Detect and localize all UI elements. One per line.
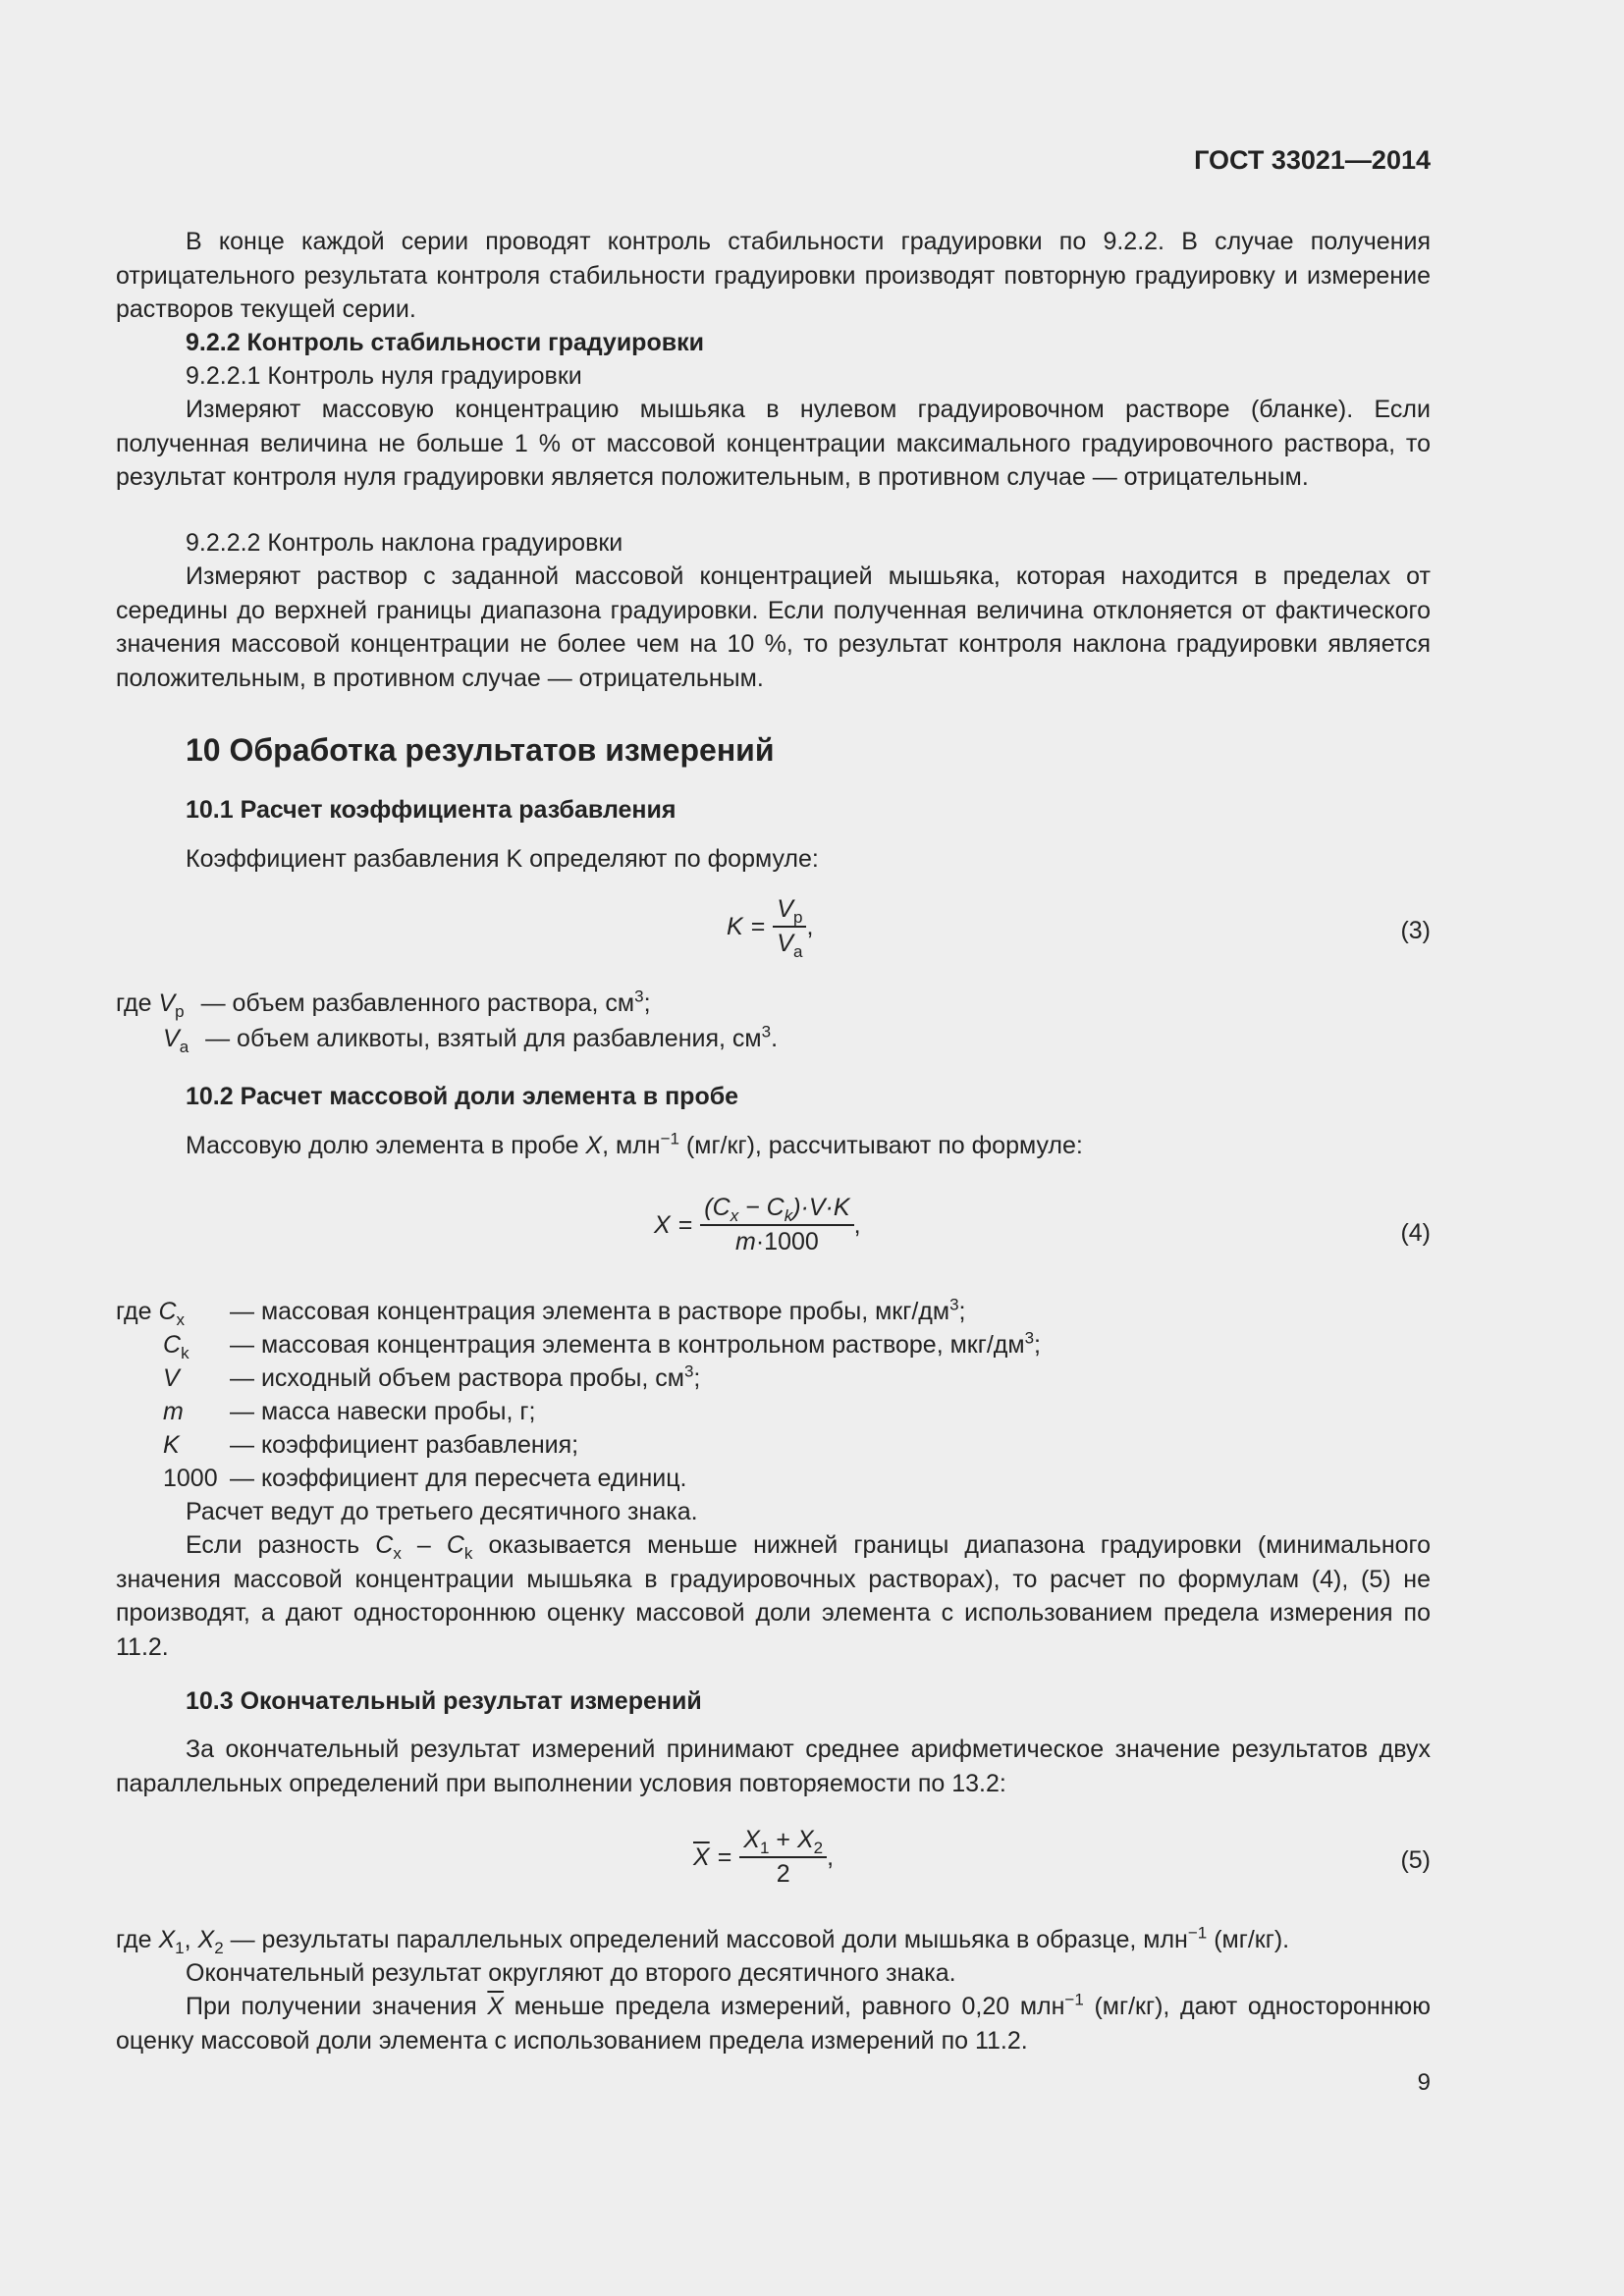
equation-4-number: (4) bbox=[1400, 1219, 1431, 1247]
eq5-equals: = bbox=[717, 1842, 732, 1871]
text: Если разность bbox=[186, 1531, 376, 1559]
paragraph-series-control: В конце каждой серии проводят контроль стабильности градуировки по 9.2.2. В случае получения отрицательного результата контроля стабильности градуировки производят повторную градуировку и измерение растворов текущей серии. bbox=[116, 228, 1431, 323]
where-end: ; bbox=[958, 1298, 966, 1325]
equation-4 bbox=[654, 1194, 861, 1256]
eq5-fraction bbox=[739, 1826, 827, 1889]
sup: −1 bbox=[1064, 1990, 1084, 2009]
where-end: ; bbox=[1034, 1331, 1041, 1359]
paragraph-dilution-intro bbox=[186, 842, 819, 876]
where-var: C bbox=[158, 1298, 177, 1325]
document-code: ГОСТ 33021—2014 bbox=[1194, 145, 1431, 175]
where-4-row-5-text bbox=[230, 1428, 578, 1462]
text: (мг/кг), дают одностороннюю оценку массовой доли элемента с использованием предела измерений по 11.2. bbox=[116, 1993, 1431, 2055]
where-var: m bbox=[163, 1398, 184, 1425]
text: где bbox=[116, 1926, 159, 1953]
where-text: — масса навески пробы, г; bbox=[230, 1398, 536, 1425]
eq4-equals: = bbox=[677, 1210, 693, 1239]
where-sub: k bbox=[181, 1344, 189, 1362]
eq3-fraction bbox=[773, 895, 806, 961]
section-9-2-2-2-title: 9.2.2.2 Контроль наклона градуировки bbox=[186, 529, 623, 557]
eq3-tail: , bbox=[806, 912, 814, 940]
equation-5-number: (5) bbox=[1400, 1846, 1431, 1874]
var: X bbox=[197, 1926, 215, 1953]
var: C bbox=[375, 1531, 394, 1559]
where-var: V bbox=[163, 1364, 180, 1392]
where-text: — массовая концентрация элемента в контрольном растворе, мкг/дм bbox=[230, 1331, 1025, 1359]
where-var: C bbox=[163, 1331, 182, 1359]
text: (мг/кг), рассчитывают по формуле: bbox=[678, 1132, 1083, 1159]
where-4-row-3 bbox=[163, 1362, 180, 1395]
equation-3-number: (3) bbox=[1400, 917, 1431, 944]
sup: −1 bbox=[1187, 1923, 1208, 1943]
eq5-lhs: $\overline{X}$ bbox=[693, 1842, 710, 1871]
where-sub: a bbox=[179, 1038, 189, 1056]
where-end: ; bbox=[693, 1364, 701, 1392]
where-text: — коэффициент разбавления; bbox=[230, 1431, 579, 1459]
where-4-row-4-text bbox=[230, 1395, 535, 1428]
where-3-row-1 bbox=[116, 987, 651, 1020]
where-prefix: где bbox=[116, 1298, 152, 1325]
where-4-row-2-text bbox=[230, 1328, 1041, 1362]
eq5-n1: X bbox=[743, 1826, 760, 1853]
text: – bbox=[401, 1531, 447, 1559]
var: C bbox=[446, 1531, 464, 1559]
paragraph-final-result: За окончательный результат измерений принимают среднее арифметическое значение результатов двух параллельных определений при выполнении условия повторяемости по 13.2: bbox=[116, 1735, 1431, 1797]
text: меньше предела измерений, равного 0,20 млн bbox=[504, 1993, 1065, 2020]
text: Массовую долю элемента в пробе bbox=[186, 1132, 586, 1159]
paragraph-mass-fraction-intro bbox=[186, 1129, 1083, 1162]
where-4-row-1 bbox=[116, 1295, 185, 1328]
sup: −1 bbox=[660, 1129, 679, 1148]
eq5-tail: , bbox=[827, 1842, 835, 1871]
where-4-row-6-text bbox=[230, 1462, 687, 1495]
where-var: V bbox=[163, 1025, 180, 1052]
where-text: — исходный объем раствора пробы, см bbox=[230, 1364, 684, 1392]
text: , млн bbox=[602, 1132, 661, 1159]
paragraph-slope-control: Измеряют раствор с заданной массовой концентрацией мышьяка, которая находится в пределах от середины до верхней границы диапазона градуировки. Если полученная величина отклоняется от фактического значения массовой концентрации не более чем на 10 %, то результат контроля наклона градуировки является положительным, в противном случае — отрицательным. bbox=[116, 562, 1431, 692]
where-4-row-3-text bbox=[230, 1362, 700, 1395]
eq3-num-sub: p bbox=[792, 908, 803, 927]
where-5 bbox=[116, 1923, 1289, 1956]
where-4-row-6 bbox=[163, 1462, 218, 1495]
text: При получении значения bbox=[186, 1993, 488, 2020]
eq4-sub-k: k bbox=[784, 1206, 793, 1225]
section-9-2-2-1-title: 9.2.2.1 Контроль нуля градуировки bbox=[186, 362, 582, 390]
eq5-n1s: 1 bbox=[759, 1839, 770, 1857]
var: X bbox=[585, 1132, 603, 1159]
where-4-row-5 bbox=[163, 1428, 180, 1462]
eq5-n2s: 2 bbox=[813, 1839, 824, 1857]
var: $\overline{X}$ bbox=[487, 1993, 505, 2020]
text: (мг/кг). bbox=[1207, 1926, 1290, 1953]
eq4-sub-x: x bbox=[730, 1206, 739, 1225]
sub: k bbox=[463, 1544, 473, 1563]
where-sup: 3 bbox=[761, 1022, 772, 1041]
text: — результаты параллельных определений массовой доли мышьяка в образце, млн bbox=[223, 1926, 1188, 1953]
sub: x bbox=[393, 1544, 402, 1563]
where-var: V bbox=[158, 989, 176, 1017]
where-end: . bbox=[771, 1025, 779, 1052]
eq3-num-var: V bbox=[777, 895, 793, 923]
where-var: K bbox=[163, 1431, 180, 1459]
eq3-equals: = bbox=[750, 912, 766, 940]
where-3-row-2 bbox=[163, 1022, 778, 1055]
sub: 1 bbox=[175, 1939, 185, 1957]
paragraph-precision: Расчет ведут до третьего десятичного знака. bbox=[186, 1498, 698, 1525]
where-4-row-2 bbox=[163, 1328, 189, 1362]
paragraph-limit-note bbox=[116, 1990, 1431, 2057]
var: X bbox=[158, 1926, 176, 1953]
where-sup: 3 bbox=[634, 987, 644, 1006]
paragraph-rounding: Окончательный результат округляют до второго десятичного знака. bbox=[186, 1959, 956, 1987]
text: оказывается меньше нижней границы диапазона градуировки (минимального значения массовой концентрации мышьяка в градуировочных растворах), то расчет по формулам (4), (5) не производят, а дают одностороннюю оценку массовой доли элемента с использованием предела измерения по 11.2. bbox=[116, 1531, 1432, 1661]
page-number: 9 bbox=[1417, 2069, 1431, 2096]
paragraph-difference-note bbox=[116, 1528, 1431, 1664]
dilution-intro-text: Коэффициент разбавления K определяют по формуле: bbox=[186, 845, 819, 873]
section-10-title: 10 Обработка результатов измерений bbox=[186, 732, 775, 768]
eq4-fraction bbox=[700, 1194, 853, 1256]
where-text: — массовая концентрация элемента в растворе пробы, мкг/дм bbox=[230, 1298, 950, 1325]
where-sup: 3 bbox=[949, 1295, 959, 1314]
eq4-tail: , bbox=[853, 1210, 861, 1239]
eq5-den: 2 bbox=[776, 1860, 790, 1888]
text: , bbox=[184, 1926, 198, 1953]
equation-3 bbox=[727, 895, 814, 961]
where-prefix: где bbox=[116, 989, 152, 1017]
eq3-den-sub: a bbox=[792, 942, 803, 961]
eq4-den-rest: ·1000 bbox=[755, 1228, 819, 1255]
section-10-2-title: 10.2 Расчет массовой доли элемента в пробе bbox=[186, 1083, 739, 1110]
eq5-plus: + bbox=[769, 1826, 797, 1853]
eq3-lhs: K bbox=[727, 912, 743, 940]
where-sup: 3 bbox=[683, 1362, 694, 1381]
where-sub: p bbox=[175, 1002, 185, 1021]
where-sub: x bbox=[176, 1310, 186, 1329]
where-text: — объем аликвоты, взятый для разбавления, см bbox=[205, 1025, 762, 1052]
eq4-lhs: X bbox=[654, 1210, 671, 1239]
where-4-row-1-text bbox=[230, 1295, 965, 1328]
where-text: — коэффициент для пересчета единиц. bbox=[230, 1465, 687, 1492]
eq4-num-b: − C bbox=[738, 1194, 785, 1221]
eq4-num-c: )·V·K bbox=[792, 1194, 850, 1221]
section-10-3-title: 10.3 Окончательный результат измерений bbox=[186, 1687, 702, 1715]
section-10-1-title: 10.1 Расчет коэффициента разбавления bbox=[186, 796, 677, 824]
eq5-n2: X bbox=[796, 1826, 814, 1853]
where-end: ; bbox=[643, 989, 651, 1017]
where-4-row-4 bbox=[163, 1395, 184, 1428]
eq3-den-var: V bbox=[777, 930, 793, 957]
where-text: — объем разбавленного раствора, см bbox=[200, 989, 635, 1017]
section-9-2-2-title: 9.2.2 Контроль стабильности градуировки bbox=[186, 329, 704, 356]
paragraph-zero-control: Измеряют массовую концентрацию мышьяка в нулевом градуировочном растворе (бланке). Если полученная величина не больше 1 % от массовой концентрации максимального градуировочного раствора, то результат контроля нуля градуировки является положительным, в противном случае — отрицательным. bbox=[116, 396, 1431, 491]
eq4-den-var: m bbox=[735, 1228, 756, 1255]
where-sup: 3 bbox=[1024, 1328, 1035, 1348]
sub: 2 bbox=[214, 1939, 224, 1957]
eq4-num-a: (C bbox=[704, 1194, 731, 1221]
where-var: 1000 bbox=[163, 1465, 218, 1492]
equation-5 bbox=[693, 1826, 834, 1889]
